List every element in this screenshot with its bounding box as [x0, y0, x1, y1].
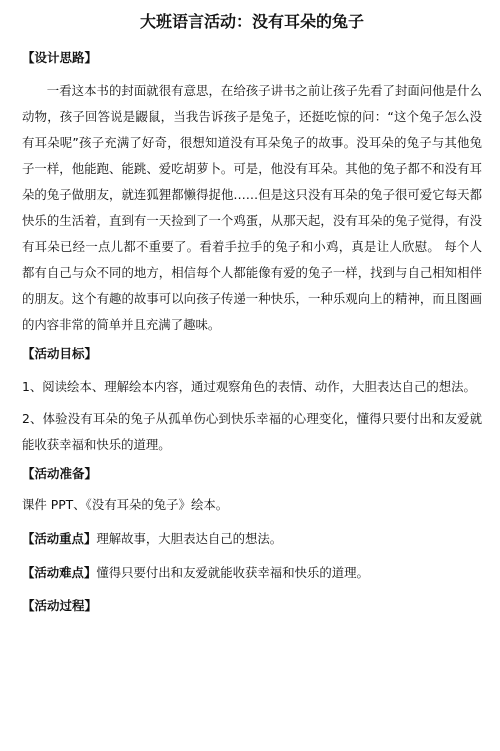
goal-item-2: 2、体验没有耳朵的兔子从孤单伤心到快乐幸福的心理变化，懂得只要付出和友爱就能收获幸福和快乐的道理。 [22, 411, 482, 452]
document-title: 大班语言活动：没有耳朵的兔子 [139, 12, 364, 31]
difficulty-text: 懂得只要付出和友爱就能收获幸福和快乐的道理。 [96, 565, 369, 580]
design-paragraph: 一看这本书的封面就很有意思，在给孩子讲书之前让孩子先看了封面问他是什么动物，孩子回答说是鼹鼠，当我告诉孩子是兔子，还挺吃惊的问：“这个兔子怎么没有耳朵呢”孩子充满了好奇，很想知道没有耳朵兔子的故事。没耳朵的兔子与其他兔子一样，他能跑、能跳、爱吃胡萝卜。可是，他没有耳朵。其他的兔子都不和没有耳朵的兔子做朋友，就连狐狸都懒得捉他……但是这只没有耳朵的兔子很可爱它每天都快乐的生活着，直到有一天捡到了一个鸡蛋，从那天起，没有耳朵的兔子觉得，有没有耳朵已经一点儿都不重要了。看着手拉手的兔子和小鸡，真是让人欣慰。 每个人都有自己与众不同的地方，相信每个人都能像有爱的兔子一样，找到与自己相知相伴的朋友。这个有趣的故事可以向孩子传递一种快乐，一种乐观向上的精神，而且图画的内容非常的简单并且充满了趣味。 [22, 83, 482, 332]
key-point-line [22, 528, 482, 550]
section-heading-preparation: 【活动准备】 [22, 466, 98, 481]
difficulty-line [22, 562, 482, 584]
key-point-text: 理解故事，大胆表达自己的想法。 [96, 531, 283, 546]
section-heading-process: 【活动过程】 [22, 598, 98, 613]
section-heading-goals: 【活动目标】 [22, 346, 98, 361]
goal-item-1: 1、阅读绘本、理解绘本内容，通过观察角色的表情、动作，大胆表达自己的想法。 [22, 379, 476, 394]
difficulty-label: 【活动难点】 [22, 565, 97, 580]
preparation-text: 课件 PPT、《没有耳朵的兔子》绘本。 [22, 497, 229, 512]
section-heading-design: 【设计思路】 [22, 50, 98, 65]
key-point-label: 【活动重点】 [22, 531, 97, 546]
